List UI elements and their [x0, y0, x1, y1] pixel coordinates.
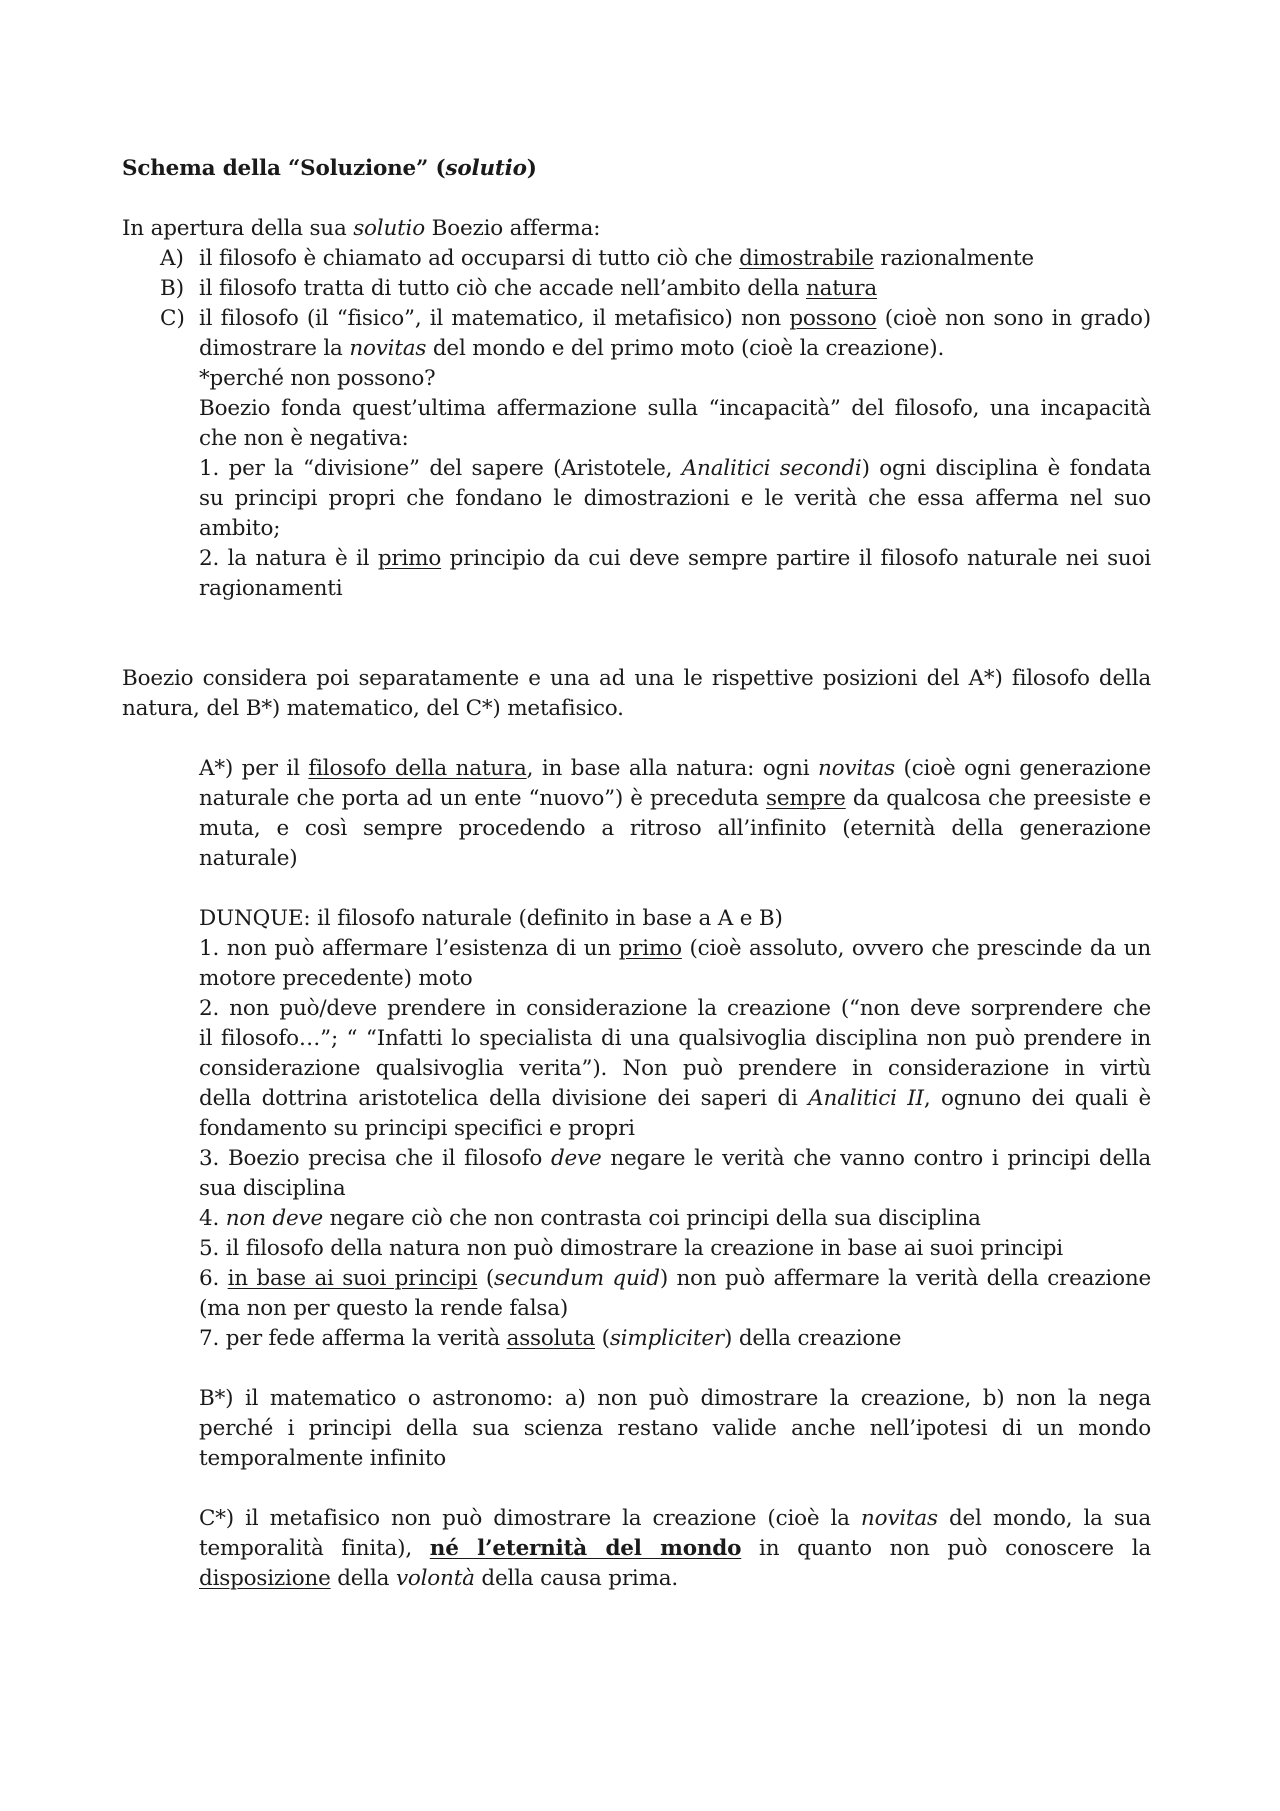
list-item-c-line1	[199, 304, 1151, 334]
d9-tail: negare le verità che vanno contro i principi della	[601, 1146, 1151, 1171]
title-italic: solutio	[445, 156, 527, 181]
list-label-c: C)	[160, 306, 185, 331]
section-c-line1	[199, 1504, 1151, 1534]
d15-mid: (	[595, 1326, 610, 1351]
sa1-tail: (cioè ogni generazione	[894, 756, 1151, 781]
intro-tail: Boezio afferma:	[424, 216, 601, 241]
paragraph-2-line2: natura, del B*) matematico, del C*) metafisico.	[122, 696, 624, 721]
sc3-mid: della	[330, 1566, 396, 1591]
item-c9-text: 2. la natura è il	[199, 546, 378, 571]
dunque-line8: fondamento su principi specifici e propri	[199, 1116, 635, 1141]
list-item-c-line10: ragionamenti	[199, 576, 343, 601]
item-b-text: il filosofo tratta di tutto ciò che accade nell’ambito della	[199, 276, 806, 301]
section-b-line2: perché i principi della sua scienza restano valide anche nell’ipotesi di un mondo	[199, 1416, 1151, 1441]
item-a-text: il filosofo è chiamato ad occuparsi di tutto ciò che	[199, 246, 740, 271]
section-b-line3: temporalmente infinito	[199, 1446, 447, 1471]
d15-text: 7. per fede afferma la verità	[199, 1326, 507, 1351]
d11-tail: negare ciò che non contrasta coi principi della sua disciplina	[322, 1206, 981, 1231]
intro-line	[122, 214, 600, 244]
d13-text: 6.	[199, 1266, 228, 1291]
list-item-c-line3: *perché non possono?	[199, 366, 436, 391]
title-text: Schema della “Soluzione” (	[122, 156, 446, 181]
list-item-c-line4: Boezio fonda quest’ultima affermazione sulla “incapacità” del filosofo, una incapacità	[199, 396, 1151, 421]
d2-text: 1. non può affermare l’esistenza di un	[199, 936, 619, 961]
d9-italic: deve	[550, 1146, 602, 1171]
document-title	[122, 154, 537, 184]
d9-text: 3. Boezio precisa che il filosofo	[199, 1146, 551, 1171]
d13-italic: secundum quid	[494, 1266, 660, 1291]
intro-text: In apertura della sua	[122, 216, 354, 241]
section-a-line4: naturale)	[199, 846, 298, 871]
item-c-tail: (cioè non sono in grado)	[876, 306, 1151, 331]
item-a-tail: razionalmente	[873, 246, 1034, 271]
item-a-underline: dimostrabile	[739, 246, 874, 271]
item-c-text: il filosofo (il “fisico”, il matematico, il metafisico) non	[199, 306, 790, 331]
sa2-tail: da qualcosa che preesiste e	[845, 786, 1151, 811]
item-b-underline: natura	[805, 276, 877, 301]
dunque-line5: il filosofo…”; “ “Infatti lo specialista di una qualsivoglia disciplina non può prendere in	[199, 1026, 1151, 1051]
d2-tail: (cioè assoluto, ovvero che prescinde da un	[681, 936, 1151, 961]
section-a-line2	[199, 784, 1151, 814]
dunque-line15	[199, 1324, 901, 1354]
sa1-italic: novitas	[818, 756, 895, 781]
paragraph-2-line1: Boezio considera poi separatamente e una ad una le rispettive posizioni del A*) filosofo della	[122, 666, 1151, 691]
d15-tail: ) della creazione	[724, 1326, 902, 1351]
list-item-c-line8: ambito;	[199, 516, 281, 541]
list-item-c-line7: su principi propri che fondano le dimostrazioni e le verità che essa afferma nel suo	[199, 486, 1151, 511]
sa1-underline: filosofo della natura	[308, 756, 527, 781]
dunque-line4: 2. non può/deve prendere in considerazione la creazione (“non deve sorprendere che	[199, 996, 1151, 1021]
list-item-b	[199, 274, 877, 304]
section-c-line2	[199, 1534, 1151, 1564]
d15-italic: simpliciter	[609, 1326, 724, 1351]
item-c2-text: dimostrare la	[199, 336, 350, 361]
dunque-line14: (ma non per questo la rende falsa)	[199, 1296, 569, 1321]
item-c6-tail: ) ogni disciplina è fondata	[861, 456, 1151, 481]
list-label-b: B)	[160, 276, 185, 301]
list-item-c-line9	[199, 544, 1151, 574]
item-c6-italic: Analitici secondi	[681, 456, 862, 481]
d13-underline: in base ai suoi principi	[227, 1266, 478, 1291]
section-c-line3	[199, 1564, 678, 1594]
sc1-tail: del mondo, la sua	[937, 1506, 1151, 1531]
sc3-underline: disposizione	[199, 1566, 331, 1591]
d2-underline: primo	[618, 936, 682, 961]
title-close: )	[526, 156, 537, 181]
d7-italic: Analitici II	[808, 1086, 924, 1111]
sc3-tail: della causa prima.	[474, 1566, 679, 1591]
d11-italic: non deve	[225, 1206, 323, 1231]
d7-tail: , ognuno dei quali è	[923, 1086, 1151, 1111]
dunque-line12: 5. il filosofo della natura non può dimostrare la creazione in base ai suoi principi	[199, 1236, 1063, 1261]
sc2-text: temporalità finita),	[199, 1536, 430, 1561]
dunque-line3: motore precedente) moto	[199, 966, 473, 991]
item-c2-italic: novitas	[349, 336, 427, 361]
section-a-line1	[199, 754, 1151, 784]
sa1-text: A*) per il	[199, 756, 309, 781]
item-c6-text: 1. per la “divisione” del sapere (Aristotele,	[199, 456, 682, 481]
intro-italic: solutio	[353, 216, 425, 241]
list-label-a: A)	[160, 246, 184, 271]
dunque-line9	[199, 1144, 1151, 1174]
sa2-underline: sempre	[765, 786, 846, 811]
list-item-c-line5: che non è negativa:	[199, 426, 409, 451]
item-c9-tail: principio da cui deve sempre partire il filosofo naturale nei suoi	[441, 546, 1151, 571]
dunque-line7	[199, 1084, 1151, 1114]
d15-underline: assoluta	[506, 1326, 595, 1351]
d11-text: 4.	[199, 1206, 226, 1231]
item-c2-tail: del mondo e del primo moto (cioè la creazione).	[426, 336, 945, 361]
sc1-text: C*) il metafisico non può dimostrare la creazione (cioè la	[199, 1506, 861, 1531]
dunque-line13	[199, 1264, 1151, 1294]
dunque-line6: considerazione qualsivoglia verita”). Non può prendere in considerazione in virtù	[199, 1056, 1151, 1081]
dunque-line1: DUNQUE: il filosofo naturale (definito in base a A e B)	[199, 906, 783, 931]
sc1-italic: novitas	[860, 1506, 938, 1531]
sa2-text: naturale che porta ad un ente “nuovo”) è preceduta	[199, 786, 766, 811]
section-a-line3: muta, e così sempre procedendo a ritroso all’infinito (eternità della generazione	[199, 816, 1151, 841]
d7-text: della dottrina aristotelica della divisione dei saperi di	[199, 1086, 809, 1111]
sc2-bold-underline: né l’eternità del mondo	[429, 1536, 742, 1561]
dunque-line10: sua disciplina	[199, 1176, 346, 1201]
sa1-mid: , in base alla natura: ogni	[526, 756, 818, 781]
list-item-c-line6	[199, 454, 1151, 484]
list-item-c-line2	[199, 334, 944, 364]
d13-tail: ) non può affermare la verità della creazione	[659, 1266, 1151, 1291]
dunque-line11	[199, 1204, 981, 1234]
sc2-tail: in quanto non può conoscere la	[741, 1536, 1151, 1561]
dunque-line2	[199, 934, 1151, 964]
sc3-italic: volontà	[395, 1566, 475, 1591]
item-c9-underline: primo	[377, 546, 442, 571]
d13-mid: (	[477, 1266, 495, 1291]
list-item-a	[199, 244, 1034, 274]
section-b-line1: B*) il matematico o astronomo: a) non può dimostrare la creazione, b) non la nega	[199, 1386, 1151, 1411]
item-c-underline: possono	[789, 306, 877, 331]
